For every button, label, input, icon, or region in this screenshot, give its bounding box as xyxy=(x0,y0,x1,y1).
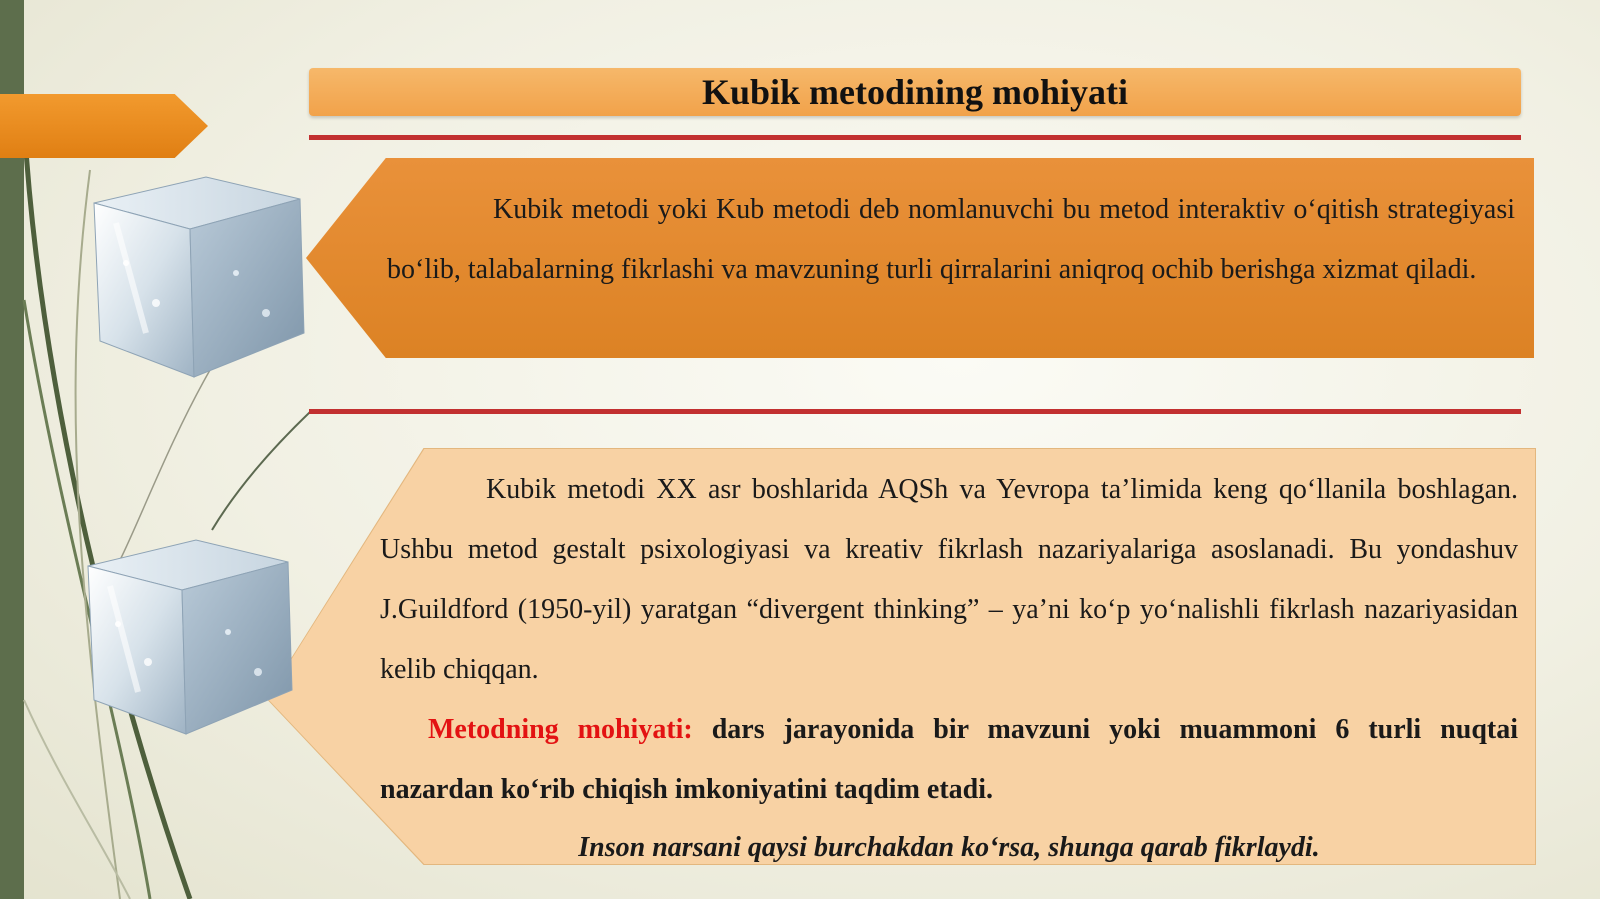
intro-text: Kubik metodi yoki Kub metodi deb nomlanuvchi bu metod interaktiv o‘qitish strategiyasi bo‘lib, talabalarning fikrlashi va mavzuning turli qirralarini aniqroq ochib berishga xizmat qiladi. xyxy=(387,194,1515,285)
essence-label: Metodning mohiyati: xyxy=(428,714,693,745)
essence-paragraph xyxy=(380,700,1518,820)
slide-title: Kubik metodining mohiyati xyxy=(701,72,1129,112)
divider-line-top xyxy=(309,135,1521,140)
essence-text: dars jarayonida bir mavzuni yoki muammoni 6 turli nuqtai nazardan ko‘rib chiqish imkoniyatini taqdim etadi. xyxy=(380,714,1518,805)
history-paragraph: Kubik metodi XX asr boshlarida AQSh va Yevropa ta’limida keng qo‘llanila boshlagan. Ushbu metod gestalt psixologiyasi va kreativ fikrlash nazariyalariga asoslanadi. Bu yondashuv J.Guildford (1950-yil) yaratgan “divergent thinking” – ya’ni ko‘p yo‘nalishli fikrlash nazariyasidan kelib chiqqan. xyxy=(380,474,1518,685)
orange-arrow-tab xyxy=(0,94,208,158)
ice-cube-image xyxy=(86,163,312,381)
history-text-block xyxy=(380,460,1518,820)
divider-line-middle xyxy=(309,409,1521,414)
quote-text: Inson narsani qaysi burchakdan ko‘rsa, shunga qarab fikrlaydi. xyxy=(578,832,1320,863)
title-bar xyxy=(309,68,1521,116)
ice-cube-image xyxy=(82,528,298,738)
